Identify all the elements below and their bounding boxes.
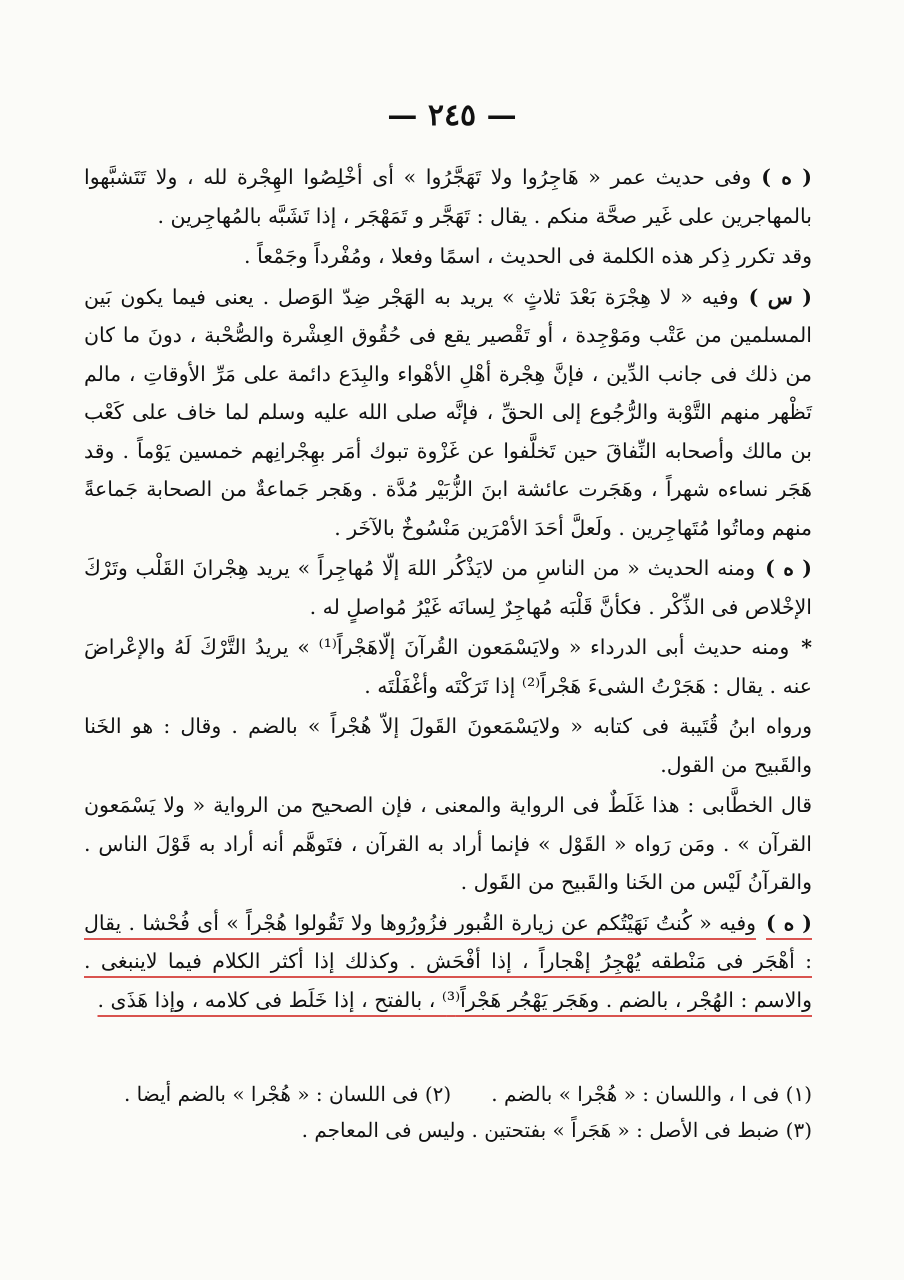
- footnotes: [84, 1076, 812, 1148]
- entry-text: وفيه « كُنتُ نَهَيْتُكم عن زيارة القُبور فزُورُوها ولا تَقُولوا هُجْراً » أى فُحْشا . يقال : أهْجَر فى مَنْطقه يُهْجِرُ إهْجاراً ، إذا أفْحَش . وكذلك إذا أكثر الكلام فيما لاينبغى . والاسم : الهُجْر ، بالضم . وهَجَر يَهْجُر هَجْراً⁽³⁾ ، بالفتح ، إذا خَلَط فى كلامه ، وإذا هَذَى .: [84, 910, 812, 1012]
- footnote-1: (١) فى ا ، واللسان : « هُجْرا » بالضم .: [491, 1082, 812, 1106]
- entry-text: وفيه « لا هِجْرَة بَعْدَ ثلاثٍ » يريد به الهَجْر ضِدّ الوَصل . يعنى فيما يكون بَين المسلمين من عَتْب ومَوْجِدة ، أو تَقْصير يقع فى حُقُوق العِشْرة والصُّحْبة ، دونَ ما كان من ذلك فى جانب الدِّين ، فإنَّ هِجْرة أهْلِ الأهْواء والبِدَع دائمة على مَرِّ الأوقاتِ ، مالم تَظْهر منهم التَّوْبة والرُّجُوع إلى الحقِّ ، فإنَّه صلى الله عليه وسلم لما خاف على كَعْب بن مالك وأصحابه النِّفاقَ حين تَخلَّفوا عن غَزْوة تبوك أمَر بهِجْرانِهم خمسين يَوْماً . وقد هَجَر نساءه شهراً ، وهَجَرت عائشة ابنَ الزُّبَيْر مُدَّة . وهَجر جَماعةٌ من الصحابة جَماعةً منهم وماتُوا مُتَهاجِرين . ولَعلَّ أحَدَ الأمْرَين مَنْسُوخٌ بالآخَر .: [84, 284, 812, 540]
- entry-text: وقد تكرر ذِكر هذه الكلمة فى الحديث ، اسمًا وفعلا ، ومُفْرداً وجَمْعاً .: [244, 244, 812, 268]
- highlighted-paragraph: [84, 904, 812, 1020]
- footnote-2: (٢) فى اللسان : « هُجْرا » بالضم أيضا .: [123, 1082, 452, 1106]
- body-text: [84, 158, 812, 1019]
- footnote-3: (٣) ضبط فى الأصل : « هَجَراً » بفتحتين . وليس فى المعاجم .: [301, 1118, 812, 1142]
- entry-text: ومنه حديث أبى الدرداء « ولايَسْمَعون القُرآنَ إلّاهَجْراً⁽¹⁾ » يريدُ التَّرْكَ لَهُ والإعْراضَ عنه . يقال : هَجَرْتُ الشىءَ هَجْراً⁽²⁾ إذا تَرَكْتَه وأغْفَلْتَه .: [84, 635, 812, 698]
- entry-text: وفى حديث عمر « هَاجِرُوا ولا تَهَجَّرُوا » أى أخْلِصُوا الهِجْرة لله ، ولا تَتَشبَّهوا بالمهاجرين على غَير صحَّة منكم . يقال : تَهَجَّر و تَمَهْجَر ، إذا تَشَبَّه بالمُهاجِرين .: [84, 165, 812, 228]
- footnote-line: [84, 1076, 812, 1112]
- entry-paragraph: [84, 549, 812, 626]
- entry-paragraph: [84, 707, 812, 784]
- page-number: — ٢٤٥ —: [387, 98, 517, 133]
- entry-paragraph: [84, 278, 812, 548]
- entry-paragraph: [84, 786, 812, 902]
- entry-marker: ( س ): [748, 284, 812, 309]
- entry-paragraph: [84, 237, 812, 276]
- entry-marker: ( ه ): [765, 556, 812, 580]
- entry-text: ومنه الحديث « من الناسِ من لايَذْكُر اللهَ إلّا مُهاجِراً » يريد هِجْرانَ القَلْب وتَرْكَ الإخْلاص فى الذِّكْر . فكأنَّ قَلْبَه مُهاجِرٌ لِسانَه غَيْرُ مُواصلٍ له .: [84, 556, 812, 619]
- entry-paragraph: [84, 158, 812, 235]
- entry-marker: ( ه ): [761, 165, 813, 189]
- entry-text: قال الخطَّابى : هذا غَلَطٌ فى الرواية والمعنى ، فإن الصحيح من الرواية « ولا يَسْمَعون القرآن » . ومَن رَواه « القَوْل » فإنما أراد به القرآن ، فتَوهَّم أنه أراد به قَوْلَ الناس . والقرآنُ لَيْس من الخَنا والقَبيح من القَول .: [84, 793, 812, 894]
- entry-text: ورواه ابنُ قُتَيبة فى كتابه « ولايَسْمَعونَ القَولَ إلاّ هُجْراً » بالضم . وقال : هو الخَنا والقَبيح من القول.: [84, 714, 812, 777]
- star-marker: *: [801, 635, 812, 659]
- footnote-line: [84, 1112, 812, 1148]
- entry-paragraph: [84, 628, 812, 705]
- entry-marker: ( ه ): [766, 910, 812, 935]
